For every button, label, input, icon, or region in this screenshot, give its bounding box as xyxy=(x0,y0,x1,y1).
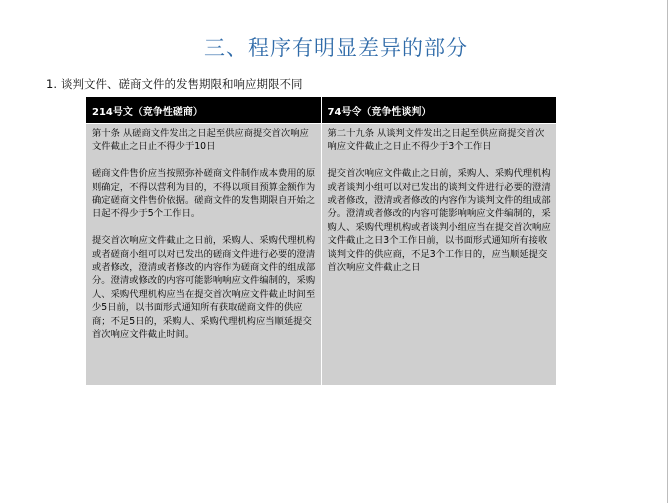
table-header-row xyxy=(86,97,556,124)
section-subheading xyxy=(46,77,302,91)
consultation-article-10: 第十条 从磋商文件发出之日起至供应商提交首次响应文件截止之日止不得少于10日 xyxy=(92,128,309,153)
consultation-clarification: 提交首次响应文件截止之日前，采购人、采购代理机构或者磋商小组可以对已发出的磋商文件进行必要的澄清或者修改，澄清或者修改的内容作为磋商文件的组成部分。澄清或修改的内容可能影响响应文件编制的，采购人、采购代理机构应当在提交首次响应文件截止时间至少5日前，以书面形式通知所有获取磋商文件的供应商；不足5日的，采购人、采购代理机构应当顺延提交首次响应文件截止时间。 xyxy=(92,235,316,341)
negotiation-clarification: 提交首次响应文件截止之日前，采购人、采购代理机构或者谈判小组可以对已发出的谈判文件进行必要的澄清或者修改，澄清或者修改的内容作为谈判文件的组成部分。澄清或者修改的内容可能影响响应文件编制的，采购人、采购代理机构或者谈判小组应当在提交首次响应文件截止之日3个工作日前，以书面形式通知所有接收谈判文件的供应商，不足3个工作日的，应当顺延提交首次响应文件截止之日 xyxy=(327,168,551,274)
subheading-text: 谈判文件、磋商文件的发售期限和响应期限不同 xyxy=(60,77,303,91)
table-row xyxy=(86,124,556,386)
slide-right-border xyxy=(667,0,668,503)
cell-negotiation-rules xyxy=(321,124,556,386)
comparison-table xyxy=(86,97,556,385)
cell-consultation-rules xyxy=(86,124,321,386)
negotiation-article-29: 第二十九条 从谈判文件发出之日起至供应商提交首次响应文件截止之日止不得少于3个工作日 xyxy=(327,128,545,153)
consultation-document-price: 磋商文件售价应当按照弥补磋商文件制作成本费用的原则确定，不得以营利为目的，不得以项目预算金额作为确定磋商文件售价依据。磋商文件的发售期限自开始之日起不得少于5个工作日。 xyxy=(92,168,316,220)
header-competitive-negotiation: 74号令（竞争性谈判） xyxy=(321,97,556,124)
slide-title: 三、程序有明显差异的部分 xyxy=(204,36,468,60)
header-competitive-consultation: 214号文（竞争性磋商） xyxy=(86,97,321,124)
subheading-number: 1. xyxy=(46,77,57,91)
